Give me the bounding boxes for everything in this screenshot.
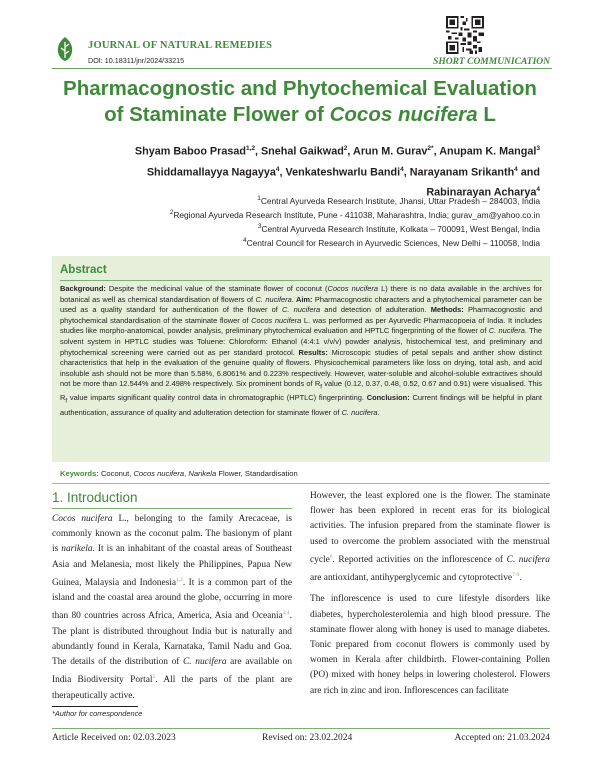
citation-link[interactable]: 3,4 <box>282 610 290 617</box>
correspondence-footnote: *Author for correspondence <box>52 709 143 718</box>
affiliation-line: $^4$Central Council for Research in Ayurvedic Sciences, New Delhi – 110058, India <box>242 237 540 249</box>
author-name: Venkateshwarlu Bandi <box>285 166 401 179</box>
doi-link[interactable]: DOI: 10.18311/jnr/2024/33215 <box>88 56 185 65</box>
qr-code-icon <box>446 16 484 54</box>
article-title <box>60 76 540 128</box>
author-name: Rabinarayan Acharya <box>426 186 537 199</box>
author-affiliation-marker: 2* <box>427 145 434 152</box>
body-column-right <box>310 489 550 699</box>
accepted-date: Accepted on: 21.03.2024 <box>454 733 550 743</box>
author-affiliation-marker: 4 <box>275 165 280 173</box>
received-date: Article Received on: 02.03.2023 <box>52 733 176 743</box>
journal-title: JOURNAL OF NATURAL REMEDIES <box>88 40 273 51</box>
author-affiliation-marker: 3 <box>536 145 540 152</box>
affiliation-line: $^1$Central Ayurveda Research Institute, Jhansi, Uttar Pradesh – 284003, India <box>257 195 540 206</box>
introduction-heading: 1. Introduction <box>52 490 138 505</box>
revised-date: Revised on: 23.02.2024 <box>262 733 353 743</box>
keywords-line: Keywords: Coconut, Cocos nucifera, Narikela Flower, Standardisation <box>60 469 298 478</box>
abstract-heading: Abstract <box>60 264 107 276</box>
footer-divider <box>52 728 550 729</box>
title-line-1: Pharmacognostic and Phytochemical Evaluation <box>63 77 537 100</box>
author-name: Anupam K. Mangal <box>439 145 537 158</box>
intro-paragraph-2: However, the least explored one is the flower. The staminate flower has been explored in recent eras for its biological activities. The infusion prepared from the staminate flower is used to overcome the problem associated with the menstrual cycle$^6$. Reported activities on the inflorescence of C. nucifera are antioxidant, antihyperglycemic and cytoprotective$^{7-9}$. <box>310 491 550 584</box>
author-name: Arun M. Gurav <box>353 145 428 158</box>
citation-link[interactable]: 1,2 <box>176 576 183 583</box>
author-affiliation-marker: 4 <box>536 186 540 194</box>
title-line-2: of Staminate Flower of Cocos nucifera L <box>104 103 496 126</box>
author-affiliation-marker: 1,2 <box>245 145 255 152</box>
author-name: Snehal Gaikwad <box>260 145 344 158</box>
article-type-label: SHORT COMMUNICATION <box>433 57 550 67</box>
journal-logo-icon <box>55 36 75 62</box>
intro-paragraph-1: Cocos nucifera L., belonging to the family Arecaceae, is commonly known as the coconut palm. The basionym of plant is narikela. It is an inhabitant of the coastal areas of Southeast Asia and Melanesia, most likely the Philippines, Papua New Guinea, Malaysia and Indonesia$^{1,2}$. It is a common part of the island and the coastal area around the globe, occurring in more than 80 countries across Africa, America, Asia and Oceania$^{3,4}$. The plant is distributed throughout India but is naturally and abundantly found in Kerala, Karnataka, Tamil Nadu and Goa. The details of the distribution of C. nucifera are available on India Biodiversity Portal$^5$. All the parts of the plant are therapeutically active. <box>52 514 293 701</box>
citation-link[interactable]: 6 <box>329 553 333 560</box>
body-column-left <box>52 512 292 704</box>
citation-link[interactable]: 5 <box>152 674 156 681</box>
author-name: Shyam Baboo Prasad <box>134 145 246 158</box>
author-list: Shyam Baboo Prasad$^{1,2}$, Snehal Gaikwad$^2$, Arun M. Gurav$^{2*}$, Anupam K. Mangal$^3$ Shiddamallayya Nagayya$^4$, Venkateshwarlu Bandi$^4$, Narayanam Srikanth$^4$ and Rabinarayan Acharya$^4$ <box>134 145 540 199</box>
citation-link[interactable]: 7-9 <box>512 572 520 579</box>
introduction-divider <box>52 508 292 509</box>
intro-paragraph-3: The inflorescence is used to cure lifestyle disorders like diabetes, hypercholesterolemia and high blood pressure. The staminate flower along with honey is used to manage diabetes. Tonic prepared from coconut flowers is commonly used by women in Kerala after childbirth. Flower-containing Pollen (PO) mixed with honey helps in lowering cholesterol. Flowers are rich in zinc and iron. Inflorescences can facilitate <box>310 594 550 696</box>
author-name: Shiddamallayya Nagayya <box>146 166 276 179</box>
affiliation-line: $^3$Central Ayurveda Research Institute, Kolkata – 700091, West Bengal, India <box>257 223 540 234</box>
author-affiliation-marker: 4 <box>514 165 518 173</box>
author-name: Narayanam Srikanth <box>409 166 515 179</box>
footnote-divider <box>52 706 138 707</box>
author-affiliation-marker: 4 <box>400 165 404 173</box>
affiliation-line: $^2$Regional Ayurveda Research Institute, Pune - 411038, Maharashtra, India; gurav_am@yahoo.co.in <box>169 209 540 220</box>
abstract-body: Background: Despite the medicinal value of the staminate flower of coconut (Cocos nucifera L) there is no data available in the archives for botanical as well as chemical standardisation of flowers of C. nucifera. Aim: Pharmacognostic characters and a phytochemical parameter can be used as a quality standard for authentication of the flower of C. nucifera and detection of adulteration. Methods: Pharmacognostic and phytochemical standardisation of the staminate flower of Cocos nucifera L. was performed as per Ayurvedic Pharmacopoeia of India. It includes studies like morpho-anatomical, powder analysis, preliminary phytochemical evaluation and HPTLC fingerprinting of the flower of C. nucifera. The solvent system in HPTLC studies was Toluene: Chloroform: Ethanol (4:4:1 v/v/v) powder analysis, histochemical test, and preliminary and phytochemical screening were carried out as per standard protocol. Results: Microscopic studies of petal sepals and anther show distinct characteristics that help in the evaluation of the genuine quality of flowers. Physicochemical parameters like loss on drying, total ash, and acid insoluble ash should not be more than 5.58%, 6.8061% and 0.223% respectively. However, water-soluble and alcohol-soluble extractives should not be more than 12.544% and 2.498% respectively. Six prominent bonds of $R_f$ value (0.12, 0.37, 0.48, 0.52, 0.67 and 0.91) were visualised. This $R_f$ value imparts significant quality control data in chromatographic (HPTLC) fingerprinting. Conclusion: Current findings will be helpful in plant authentication, assurance of quality and adulteration detection for staminate flower of C. nucifera. <box>60 284 543 417</box>
header-divider <box>52 68 552 69</box>
abstract-divider <box>60 280 542 281</box>
keywords-divider <box>52 483 550 484</box>
affiliation-list <box>60 193 540 249</box>
author-affiliation-marker: 2 <box>343 145 348 152</box>
